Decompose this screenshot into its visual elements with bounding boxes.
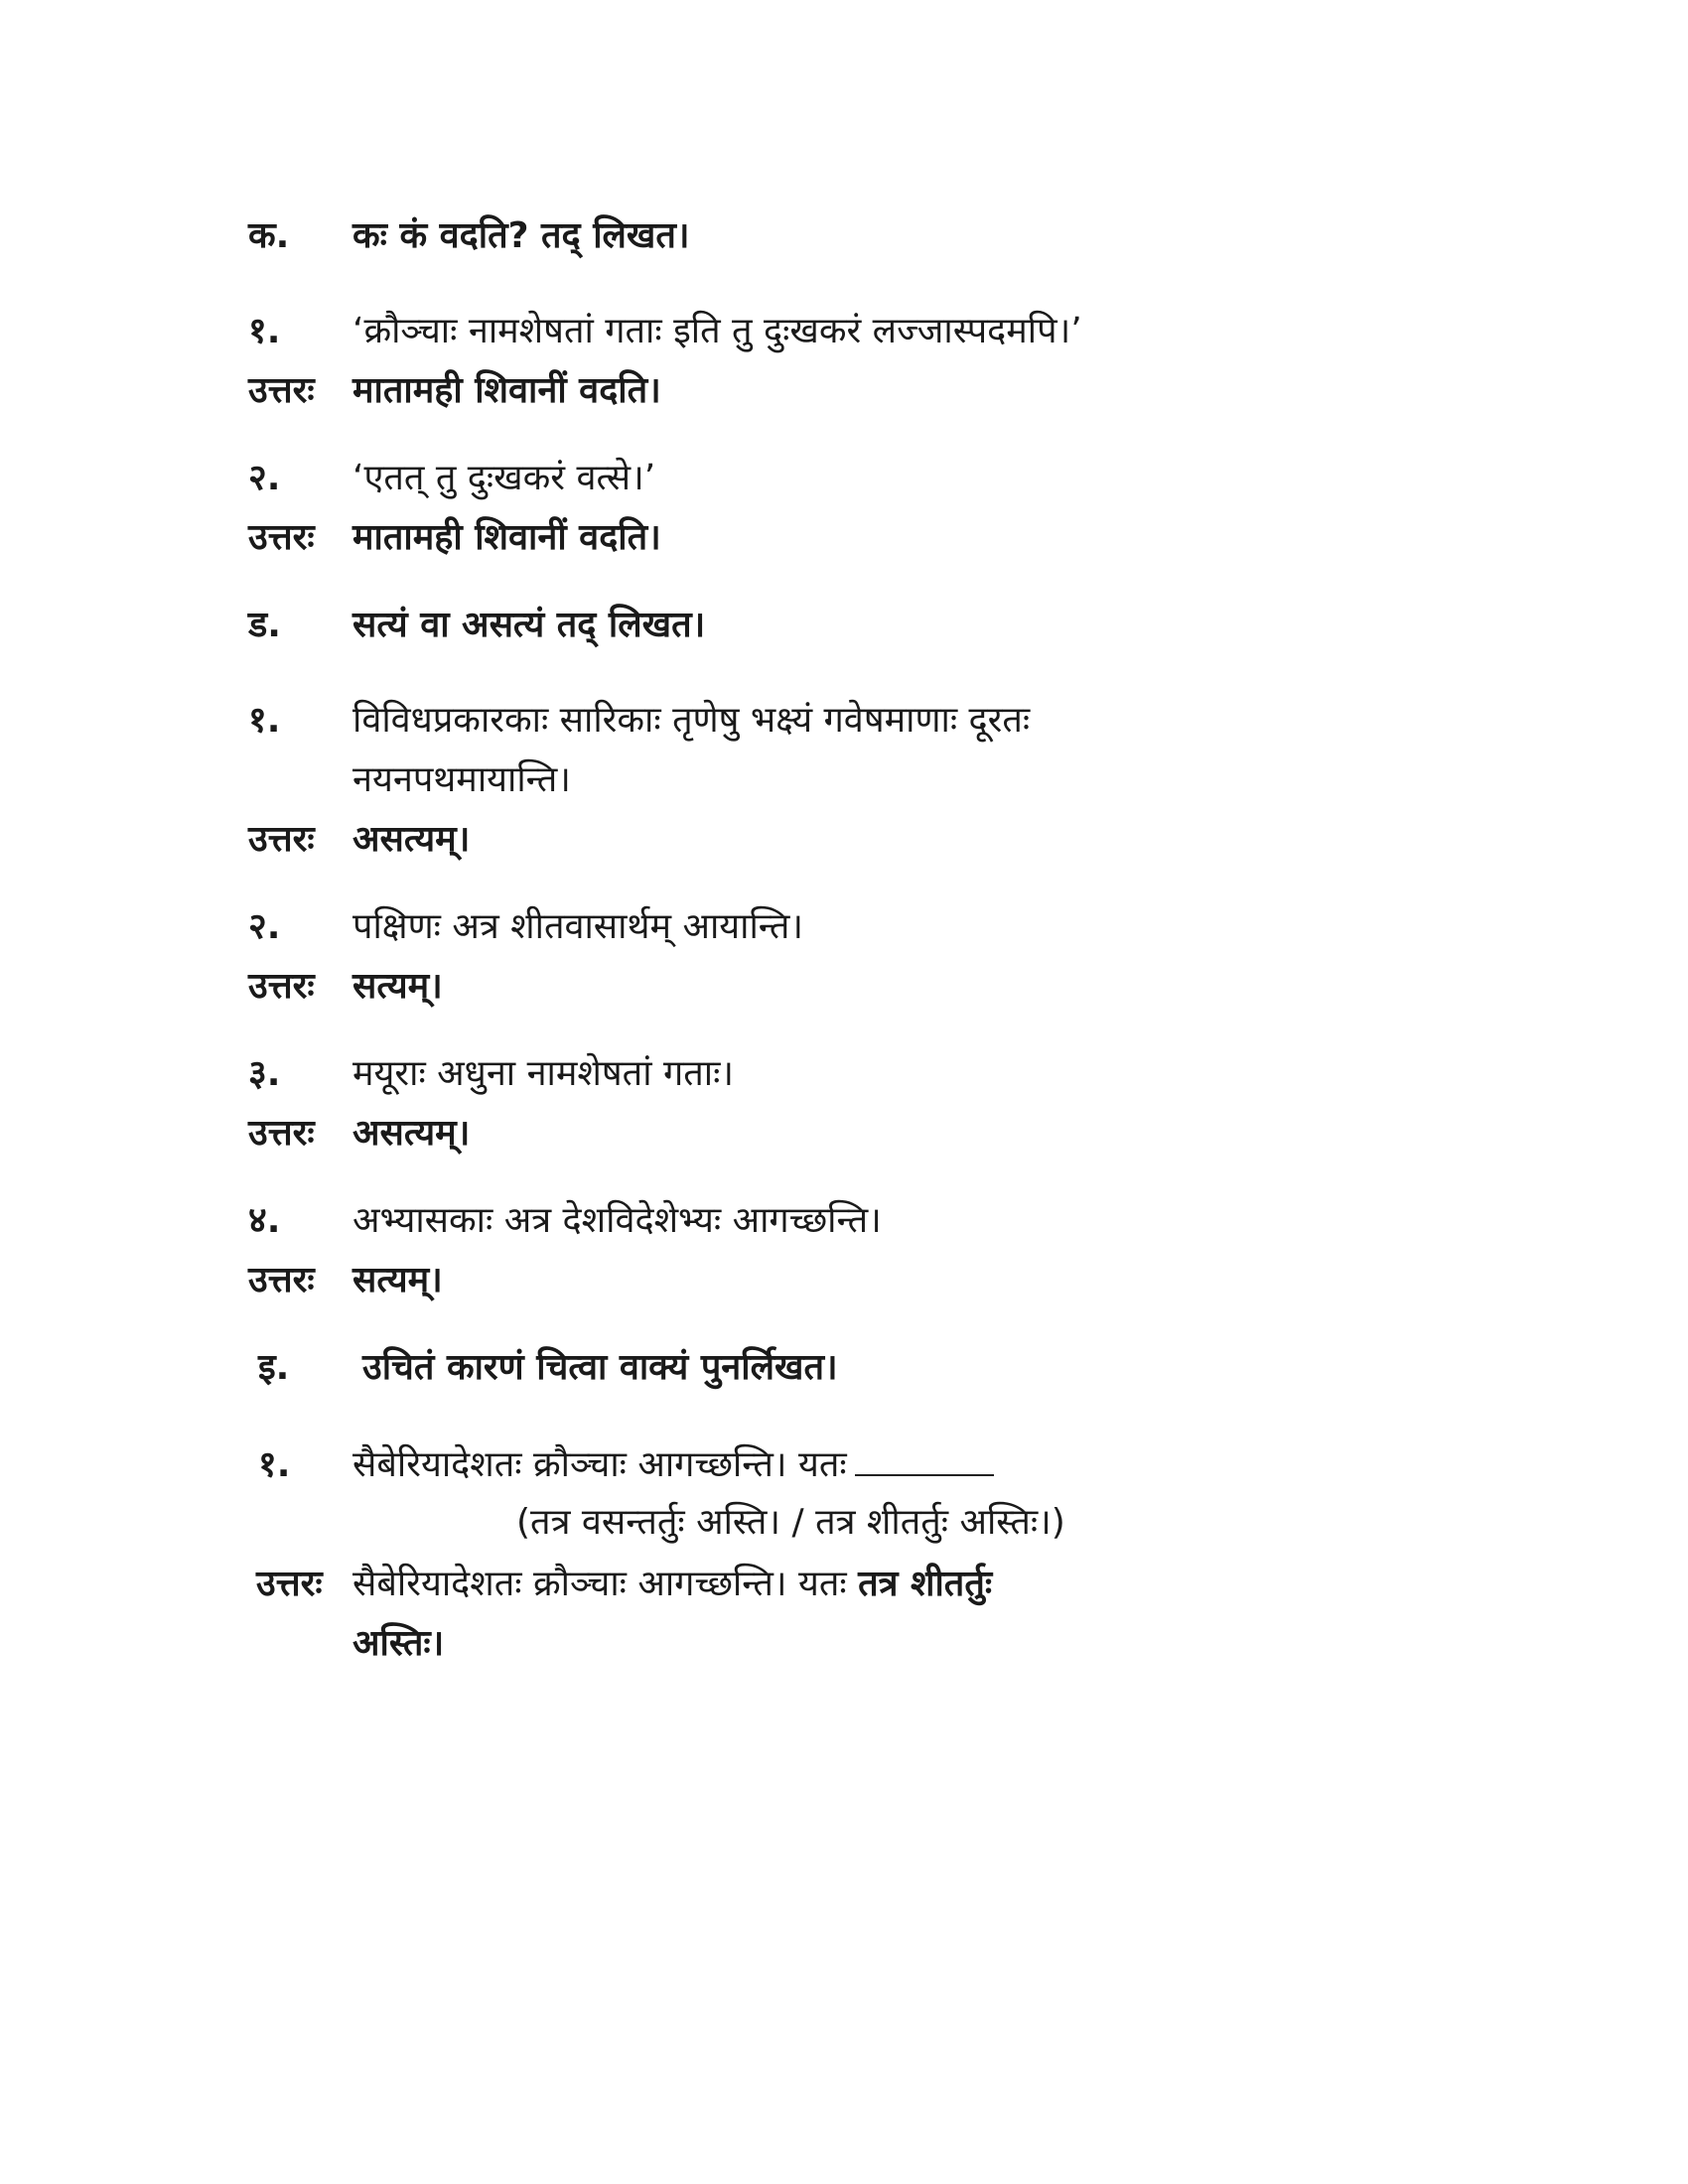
answer-text-bold: तत्र शीतर्तुः [858, 1564, 993, 1604]
answer-label: उत्तरः [248, 966, 315, 1007]
answer-text: मातामही शिवानीं वदति। [352, 370, 661, 411]
answer-text [352, 1561, 992, 1608]
question-text-continued: नयनपथमायान्ति। [352, 759, 571, 800]
question-number: १. [248, 700, 281, 741]
answer-text: सत्यम्। [352, 966, 443, 1007]
answer-label: उत्तरः [256, 1564, 323, 1604]
question-number: ३. [248, 1053, 281, 1094]
answer-text: सत्यम्। [352, 1260, 443, 1300]
question-text-part: सैबेरियादेशतः क्रौञ्चाः आगच्छन्ति। यतः [352, 1444, 847, 1485]
section-instruction: उचितं कारणं चित्वा वाक्यं पुनर्लिखत। [362, 1347, 838, 1388]
question-text: ‘एतत् तु दुःखकरं वत्से।’ [352, 458, 656, 498]
question-text: ‘क्रौञ्चाः नामशेषतां गताः इति तु दुःखकरं लज्जास्पदमपि।’ [352, 311, 1082, 351]
question-text: विविधप्रकारकाः सारिकाः तृणेषु भक्ष्यं गवेषमाणाः दूरतः [352, 700, 1031, 741]
fill-in-blank [855, 1444, 994, 1476]
section-instruction: कः कं वदति? तद् लिखत। [352, 215, 690, 256]
question-number: १. [258, 1444, 291, 1485]
question-number: ४. [248, 1200, 281, 1241]
question-text: मयूराः अधुना नामशेषतां गताः। [352, 1053, 734, 1094]
answer-label: उत्तरः [248, 370, 315, 411]
answer-text: मातामही शिवानीं वदति। [352, 517, 661, 558]
question-text: पक्षिणः अत्र शीतवासार्थम् आयान्ति। [352, 906, 804, 947]
question-text: अभ्यासकाः अत्र देशविदेशेभ्यः आगच्छन्ति। [352, 1200, 882, 1241]
answer-label: उत्तरः [248, 517, 315, 558]
answer-label: उत्तरः [248, 1113, 315, 1154]
question-number: २. [248, 906, 281, 947]
section-label: ड. [248, 605, 281, 645]
answer-text: असत्यम्। [352, 1113, 471, 1154]
answer-options: (तत्र वसन्तर्तुः अस्ति। / तत्र शीतर्तुः अस्तिः।) [516, 1502, 1065, 1543]
answer-text: असत्यम्। [352, 819, 471, 860]
question-text [352, 1441, 994, 1489]
answer-text-continued: अस्तिः। [352, 1623, 445, 1664]
question-number: २. [248, 458, 281, 498]
section-label: क. [248, 215, 290, 256]
answer-label: उत्तरः [248, 1260, 315, 1300]
question-number: १. [248, 311, 281, 351]
section-instruction: सत्यं वा असत्यं तद् लिखत। [352, 605, 706, 645]
answer-text-plain: सैबेरियादेशतः क्रौञ्चाः आगच्छन्ति। यतः [352, 1564, 847, 1604]
section-label: इ. [258, 1347, 290, 1388]
answer-label: उत्तरः [248, 819, 315, 860]
